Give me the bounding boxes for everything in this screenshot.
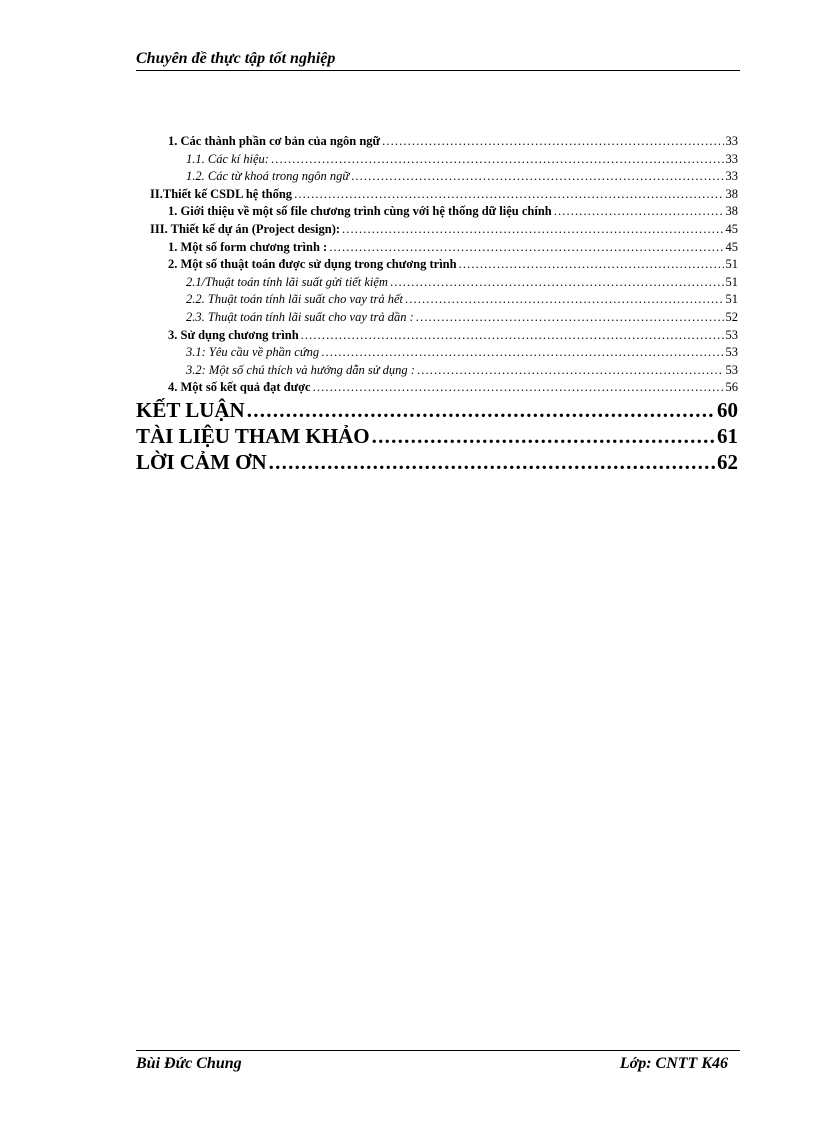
toc-entry-text: 3.2: Một số chú thích và hướng dẫn sử dụng : (186, 362, 415, 377)
dot-leader (321, 344, 723, 362)
toc-entry-text: III. Thiết kế dự án (Project design): (150, 221, 341, 236)
toc-entry-text: 2. Một số thuật toán được sử dụng trong chương trình (168, 257, 457, 272)
dot-leader (342, 221, 723, 239)
dot-leader (351, 168, 723, 186)
toc-entry-text: 1.1. Các kí hiệu: (186, 151, 269, 166)
toc-page-number: 53 (725, 362, 738, 377)
toc-entry-text: 4. Một số kết quả đạt được (168, 380, 311, 395)
dot-leader (301, 327, 724, 345)
page-footer (136, 1050, 740, 1073)
toc-page-number: 51 (725, 292, 738, 307)
toc-entry-major[interactable] (136, 397, 738, 423)
toc-entry[interactable] (136, 274, 738, 292)
table-of-contents (136, 133, 738, 475)
toc-entry[interactable] (136, 151, 738, 169)
dot-leader (269, 449, 715, 475)
toc-entry[interactable] (136, 203, 738, 221)
toc-entry[interactable] (136, 168, 738, 186)
toc-entry-text: 3. Sử dụng chương trình (168, 327, 299, 342)
dot-leader (459, 256, 724, 274)
dot-leader (329, 239, 723, 257)
toc-entry-text: II.Thiết kế CSDL hệ thống (150, 186, 293, 201)
toc-entry[interactable] (136, 309, 738, 327)
dot-leader (372, 423, 715, 449)
footer-author: Bùi Đức Chung (136, 1055, 242, 1072)
toc-entry-text: LỜI CẢM ƠN (136, 449, 267, 474)
toc-page-number: 45 (725, 221, 738, 236)
toc-page-number: 33 (725, 134, 738, 148)
toc-entry[interactable] (136, 133, 738, 151)
toc-page-number: 51 (725, 274, 738, 289)
toc-page-number: 61 (717, 423, 738, 448)
toc-entry-text: 2.3. Thuật toán tính lãi suất cho vay trả dần : (186, 309, 414, 324)
footer-class: Lớp: CNTT K46 (619, 1055, 728, 1072)
toc-page-number: 45 (725, 239, 738, 254)
dot-leader (554, 203, 724, 221)
page-header (136, 50, 740, 71)
toc-entry[interactable] (136, 379, 738, 397)
toc-entry[interactable] (136, 291, 738, 309)
toc-entry[interactable] (136, 221, 738, 239)
toc-entry-text: 3.1: Yêu cầu về phần cứng (186, 345, 320, 360)
dot-leader (247, 397, 715, 423)
header-title: Chuyên đề thực tập tốt nghiệp (136, 50, 336, 67)
dot-leader (294, 186, 723, 204)
toc-entry-text: 2.2. Thuật toán tính lãi suất cho vay trả hết (186, 292, 404, 307)
toc-entry-text: KẾT LUẬN (136, 397, 245, 422)
toc-entry-text: TÀI LIỆU THAM KHẢO (136, 423, 370, 448)
dot-leader (390, 274, 724, 292)
toc-entry[interactable] (136, 239, 738, 257)
toc-page-number: 33 (725, 151, 738, 166)
toc-page-number: 62 (717, 449, 738, 474)
toc-entry-text: 1. Một số form chương trình : (168, 239, 328, 254)
toc-entry-text: 1. Các thành phần cơ bản của ngôn ngữ (168, 134, 381, 148)
toc-page-number: 33 (725, 169, 738, 184)
dot-leader (405, 291, 723, 309)
toc-page-number: 51 (725, 257, 738, 272)
toc-entry-major[interactable] (136, 423, 738, 449)
toc-page-number: 53 (725, 327, 738, 342)
toc-page-number: 53 (725, 345, 738, 360)
toc-page-number: 56 (725, 380, 738, 395)
toc-entry[interactable] (136, 327, 738, 345)
toc-entry[interactable] (136, 256, 738, 274)
toc-entry-text: 1. Giới thiệu về một số file chương trình cùng với hệ thống dữ liệu chính (168, 204, 552, 219)
dot-leader (382, 133, 723, 151)
dot-leader (416, 309, 724, 327)
toc-entry[interactable] (136, 344, 738, 362)
toc-entry[interactable] (136, 186, 738, 204)
toc-entry-major[interactable] (136, 449, 738, 475)
toc-page-number: 38 (725, 186, 738, 201)
toc-page-number: 52 (725, 309, 738, 324)
toc-entry-text: 2.1/Thuật toán tính lãi suất gửi tiết kiệm (186, 274, 388, 289)
dot-leader (417, 362, 724, 380)
toc-page-number: 38 (725, 204, 738, 219)
toc-page-number: 60 (717, 397, 738, 422)
toc-entry-text: 1.2. Các từ khoá trong ngôn ngữ (186, 169, 350, 184)
dot-leader (271, 151, 724, 169)
toc-entry[interactable] (136, 362, 738, 380)
dot-leader (313, 379, 724, 397)
